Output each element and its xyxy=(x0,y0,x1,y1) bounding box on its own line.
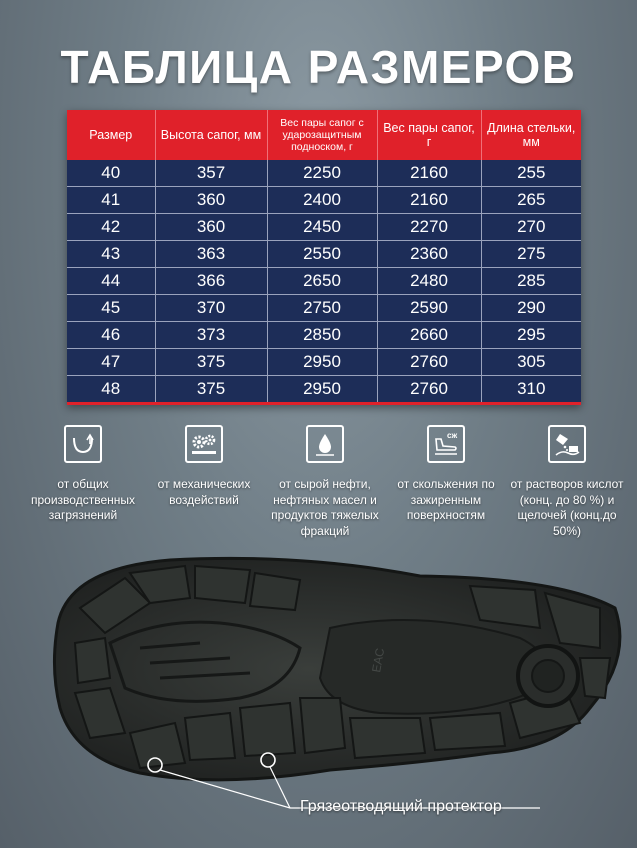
table-cell: 366 xyxy=(155,268,267,295)
table-cell: 44 xyxy=(67,268,155,295)
table-cell: 373 xyxy=(155,322,267,349)
property-mechanical xyxy=(142,425,266,508)
anti-slip-skate-icon xyxy=(427,425,465,463)
table-cell: 45 xyxy=(67,295,155,322)
mechanical-gears-icon xyxy=(185,425,223,463)
table-cell: 285 xyxy=(481,268,581,295)
property-anti-slip xyxy=(384,425,508,524)
table-cell: 2760 xyxy=(377,376,481,404)
header-weight-toecap: Вес пары сапог с ударозащитным подноском, г xyxy=(267,110,377,160)
table-cell: 375 xyxy=(155,349,267,376)
table-cell: 2950 xyxy=(267,349,377,376)
table-row xyxy=(67,322,581,349)
table-cell: 2760 xyxy=(377,349,481,376)
size-table xyxy=(67,110,581,405)
table-cell: 46 xyxy=(67,322,155,349)
table-cell: 270 xyxy=(481,214,581,241)
table-cell: 295 xyxy=(481,322,581,349)
sole-imprint: ЕАС xyxy=(369,647,388,674)
header-height: Высота сапог, мм xyxy=(155,110,267,160)
table-cell: 2850 xyxy=(267,322,377,349)
properties-row xyxy=(0,425,637,555)
table-cell: 2160 xyxy=(377,160,481,187)
table-row xyxy=(67,295,581,322)
tread-callout-label: Грязеотводящий протектор xyxy=(300,798,502,815)
table-cell: 40 xyxy=(67,160,155,187)
table-cell: 2550 xyxy=(267,241,377,268)
table-cell: 2590 xyxy=(377,295,481,322)
header-insole-length: Длина стельки, мм xyxy=(481,110,581,160)
table-cell: 2480 xyxy=(377,268,481,295)
header-size: Размер xyxy=(67,110,155,160)
table-cell: 47 xyxy=(67,349,155,376)
table-cell: 2750 xyxy=(267,295,377,322)
table-row xyxy=(67,241,581,268)
table-cell: 2250 xyxy=(267,160,377,187)
table-cell: 42 xyxy=(67,214,155,241)
property-label: от общих производственных загрязнений xyxy=(31,477,135,522)
table-cell: 2660 xyxy=(377,322,481,349)
table-cell: 2360 xyxy=(377,241,481,268)
property-label: от растворов кислот (конц. до 80 %) и щелочей (конц.до 50%) xyxy=(510,477,624,538)
table-row xyxy=(67,160,581,187)
table-cell: 370 xyxy=(155,295,267,322)
table-row xyxy=(67,376,581,404)
table-cell: 2270 xyxy=(377,214,481,241)
table-cell: 360 xyxy=(155,187,267,214)
general-dirt-icon xyxy=(64,425,102,463)
property-acid xyxy=(505,425,629,539)
header-weight: Вес пары сапог, г xyxy=(377,110,481,160)
table-row xyxy=(67,187,581,214)
property-label: от скольжения по зажиренным поверхностям xyxy=(397,477,495,522)
table-cell: 310 xyxy=(481,376,581,404)
table-cell: 290 xyxy=(481,295,581,322)
table-cell: 360 xyxy=(155,214,267,241)
table-cell: 357 xyxy=(155,160,267,187)
table-header-row xyxy=(67,110,581,160)
table-cell: 41 xyxy=(67,187,155,214)
table-cell: 363 xyxy=(155,241,267,268)
table-row xyxy=(67,214,581,241)
oil-drop-icon xyxy=(306,425,344,463)
anti-slip-icon-text: сж xyxy=(447,431,458,440)
acid-flask-icon xyxy=(548,425,586,463)
property-oil xyxy=(263,425,387,539)
table-cell: 275 xyxy=(481,241,581,268)
table-cell: 255 xyxy=(481,160,581,187)
property-label: от сырой нефти, нефтяных масел и продуктов тяжелых фракций xyxy=(271,477,379,538)
property-general-dirt xyxy=(21,425,145,524)
page-title: ТАБЛИЦА РАЗМЕРОВ xyxy=(60,41,577,93)
property-label: от механических воздействий xyxy=(157,477,251,507)
table-cell: 375 xyxy=(155,376,267,404)
table-cell: 2650 xyxy=(267,268,377,295)
table-cell: 43 xyxy=(67,241,155,268)
table-row xyxy=(67,349,581,376)
table-cell: 2160 xyxy=(377,187,481,214)
table-cell: 2450 xyxy=(267,214,377,241)
table-cell: 48 xyxy=(67,376,155,404)
table-body xyxy=(67,160,581,404)
table-cell: 305 xyxy=(481,349,581,376)
table-cell: 2950 xyxy=(267,376,377,404)
table-cell: 265 xyxy=(481,187,581,214)
table-row xyxy=(67,268,581,295)
table-cell: 2400 xyxy=(267,187,377,214)
